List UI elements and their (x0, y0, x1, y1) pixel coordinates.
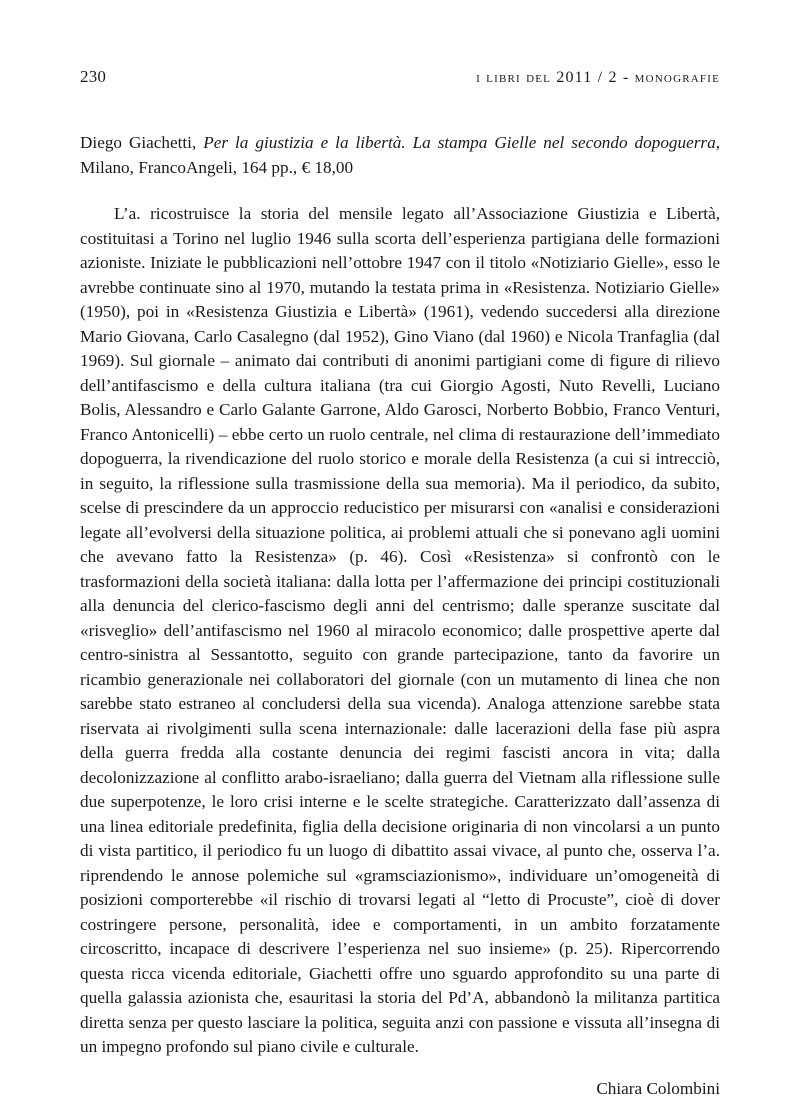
citation-author: Diego Giachetti, (80, 133, 197, 152)
citation-title: Per la giustizia e la libertà. La stampa Gielle nel secondo dopoguerra (203, 133, 716, 152)
review-body: L’a. ricostruisce la storia del mensile legato all’Associazione Giustizia e Libertà, costituitasi a Torino nel luglio 1946 sulla scorta dell’esperienza partigiana delle formazioni azioniste. Iniziate le pubblicazioni nell’ottobre 1947 con il titolo «Notiziario Gielle», esso le avrebbe continuate sino al 1970, mutando la testata prima in «Resistenza. Notiziario Gielle» (1950), poi in «Resistenza Giustizia e Libertà» (1961), vedendo succedersi alla direzione Mario Giovana, Carlo Casalegno (dal 1952), Gino Viano (dal 1960) e Nicola Tranfaglia (dal 1969). Sul giornale – animato dai contributi di anonimi partigiani come di figure di rilievo dell’antifascismo e della cultura italiana (tra cui Giorgio Agosti, Nuto Revelli, Luciano Bolis, Alessandro e Carlo Galante Garrone, Aldo Garosci, Norberto Bobbio, Franco Venturi, Franco Antonicelli) – ebbe certo un ruolo centrale, nel clima di restaurazione dell’immediato dopoguerra, la rivendicazione del ruolo storico e morale della Resistenza (a cui si intrecciò, in seguito, la riflessione sulla trasmissione della sua memoria). Ma il periodico, da subito, scelse di prescindere da un approccio reducistico per misurarsi con «analisi e considerazioni legate all’evolversi della situazione politica, ai problemi attuali che si ponevano agli uomini che avevano fatto la Resistenza» (p. 46). Così «Resistenza» si confrontò con le trasformazioni della società italiana: dalla lotta per l’affermazione dei principi costituzionali alla denuncia del clerico-fascismo degli anni del centrismo; dalle speranze suscitate dal «risveglio» dell’antifascismo nel 1960 al miracolo economico; dalle prospettive aperte dal centro-sinistra al Sessantotto, seguito con grande partecipazione, tanto da favorire un ricambio generazionale nei collaboratori del giornale (con un mutamento di linea che non sarebbe stato estraneo al concludersi della sua vicenda). Analoga attenzione sarebbe stata riservata ai rivolgimenti sulla scena internazionale: dalle lacerazioni della fase più aspra della guerra fredda alla costante denuncia dei regimi fascisti ancora in vita; dalla decolonizzazione al conflitto arabo-israeliano; dalla guerra del Vietnam alla riflessione sulle due superpotenze, le loro crisi interne e le scelte strategiche. Caratterizzato dall’assenza di una linea editoriale predefinita, figlia della decisione originaria di non vincolarsi a un punto di vista partitico, il periodico fu un luogo di dibattito assai vivace, al punto che, osserva l’a. riprendendo le annose polemiche sul «gramsciazionismo», individuare un’omogeneità di posizioni comporterebbe «il rischio di trovarsi legati al “letto di Procuste”, cioè di dover costringere persone, personalità, idee e comportamenti, in un ambito forzatamente circoscritto, incapace di descrivere l’esperienza nel suo insieme» (p. 25). Ripercorrendo questa ricca vicenda editoriale, Giachetti offre uno sguardo approfondito su una parte di quella galassia azionista che, esauritasi la storia del Pd’A, abbandonò la militanza partitica diretta senza per questo lasciare la politica, seguita anzi con passione e vissuta all’insegna di un impegno profondo sul piano civile e culturale. (80, 204, 720, 1056)
book-citation (80, 131, 720, 180)
citation-publication: , Milano, FrancoAngeli, 164 pp., € 18,00 (80, 133, 721, 177)
page-number: 230 (80, 67, 107, 86)
page (80, 66, 720, 1101)
running-title: i libri del 2011 / 2 - monografie (476, 69, 720, 86)
reviewer-name: Chiara Colombini (596, 1078, 720, 1098)
running-header (80, 66, 720, 89)
